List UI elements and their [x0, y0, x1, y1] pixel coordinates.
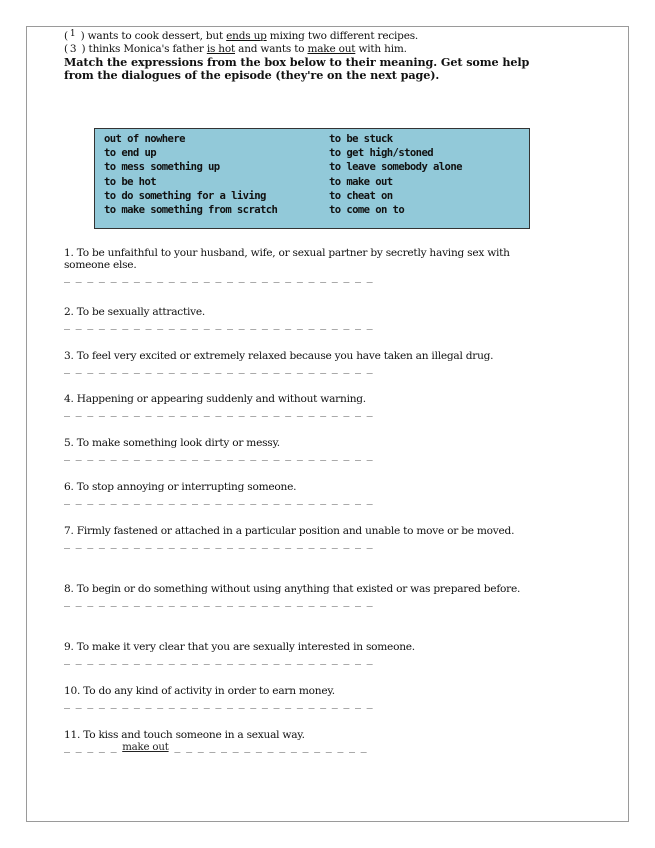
blank-left: _ _ _ _ _ — [64, 742, 117, 753]
question-item — [64, 729, 544, 755]
expressions-grid — [104, 132, 529, 217]
expression-left: to end up — [104, 147, 157, 160]
expression-right: to leave somebody alone — [329, 161, 462, 174]
question-item — [64, 350, 544, 376]
question-item — [64, 525, 544, 551]
blank-right: _ _ _ _ _ _ _ _ _ _ _ _ _ _ _ _ _ — [174, 742, 367, 753]
intro-text: and wants to — [235, 43, 308, 55]
answer-blank[interactable]: _ _ _ _ _ _ _ _ _ _ _ _ _ _ _ _ _ _ _ _ _ _ _ _ _ _ _ — [64, 450, 373, 461]
question-text: 11. To kiss and touch someone in a sexual way. — [64, 729, 305, 741]
blank-number: 3 — [69, 43, 77, 55]
question-text: 5. To make something look dirty or messy. — [64, 437, 280, 449]
expression-left: to do something for a living — [104, 189, 266, 202]
open-paren: ( — [64, 43, 68, 55]
question-text: 10. To do any kind of activity in order to earn money. — [64, 685, 335, 697]
question-item — [64, 437, 544, 463]
written-answer: make out — [122, 742, 169, 753]
question-text: 4. Happening or appearing suddenly and without warning. — [64, 393, 366, 405]
question-text: 8. To begin or do something without using anything that existed or was prepared before. — [64, 583, 521, 595]
underlined-expression: is hot — [206, 43, 236, 55]
answer-blank[interactable]: _ _ _ _ _ _ _ _ _ _ _ _ _ _ _ _ _ _ _ _ _ _ _ _ _ _ _ — [64, 698, 373, 709]
intro-line-2 — [64, 43, 544, 55]
question-text: 2. To be sexually attractive. — [64, 306, 205, 318]
answer-blank[interactable]: _ _ _ _ _ _ _ _ _ _ _ _ _ _ _ _ _ _ _ _ _ _ _ _ _ _ _ — [64, 363, 373, 374]
question-text: 7. Firmly fastened or attached in a particular position and unable to move or be moved. — [64, 525, 515, 537]
answer-blank[interactable]: _ _ _ _ _ _ _ _ _ _ _ _ _ _ _ _ _ _ _ _ _ _ _ _ _ _ _ — [64, 596, 373, 607]
instruction-text: Match the expressions from the box below to their meaning. Get some help from the dialogues of the episode (they're on the next page). — [64, 55, 530, 82]
expression-left: to mess something up — [104, 161, 220, 174]
intro-section — [64, 30, 544, 82]
answer-blank[interactable]: _ _ _ _ _ _ _ _ _ _ _ _ _ _ _ _ _ _ _ _ _ _ _ _ _ _ _ — [64, 272, 373, 283]
question-text: 9. To make it very clear that you are sexually interested in someone. — [64, 641, 415, 653]
expression-right: to make out — [329, 175, 393, 188]
expression-left: out of nowhere — [104, 133, 185, 145]
expression-right: to cheat on — [329, 189, 393, 202]
question-item — [64, 306, 544, 332]
expression-left: to make something from scratch — [104, 204, 278, 217]
intro-text: with him. — [355, 43, 407, 55]
intro-text: ) thinks Monica's father — [78, 43, 207, 55]
answer-blank[interactable]: _ _ _ _ _ _ _ _ _ _ _ _ _ _ _ _ _ _ _ _ _ _ _ _ _ _ _ — [64, 406, 373, 417]
expression-right: to come on to — [329, 204, 405, 217]
question-item — [64, 583, 544, 609]
intro-text: mixing two different recipes. — [266, 30, 419, 42]
expression-right: to be stuck — [329, 133, 393, 145]
answer-blank[interactable] — [64, 741, 544, 755]
underlined-expression: ends up — [226, 30, 267, 42]
question-item — [64, 393, 544, 419]
question-text: 6. To stop annoying or interrupting someone. — [64, 481, 297, 493]
answer-blank[interactable]: _ _ _ _ _ _ _ _ _ _ _ _ _ _ _ _ _ _ _ _ _ _ _ _ _ _ _ — [64, 654, 373, 665]
question-item — [64, 247, 544, 285]
question-text: 3. To feel very excited or extremely relaxed because you have taken an illegal drug. — [64, 350, 494, 362]
expression-right: to get high/stoned — [329, 147, 434, 160]
open-paren: ( — [64, 30, 68, 42]
question-item — [64, 481, 544, 507]
expressions-box — [94, 128, 530, 229]
answer-blank[interactable]: _ _ _ _ _ _ _ _ _ _ _ _ _ _ _ _ _ _ _ _ _ _ _ _ _ _ _ — [64, 538, 373, 549]
answer-blank[interactable]: _ _ _ _ _ _ _ _ _ _ _ _ _ _ _ _ _ _ _ _ _ _ _ _ _ _ _ — [64, 494, 373, 505]
blank-number: 1 — [69, 29, 76, 39]
answer-blank[interactable]: _ _ _ _ _ _ _ _ _ _ _ _ _ _ _ _ _ _ _ _ _ _ _ _ _ _ _ — [64, 319, 373, 330]
question-item — [64, 685, 544, 711]
question-item — [64, 641, 544, 667]
expression-left: to be hot — [104, 175, 157, 188]
intro-line-1 — [64, 30, 544, 43]
intro-text: ) wants to cook dessert, but — [77, 30, 227, 42]
question-text: 1. To be unfaithful to your husband, wife, or sexual partner by secretly having sex with someone else. — [64, 247, 510, 271]
underlined-expression: make out — [307, 43, 356, 55]
